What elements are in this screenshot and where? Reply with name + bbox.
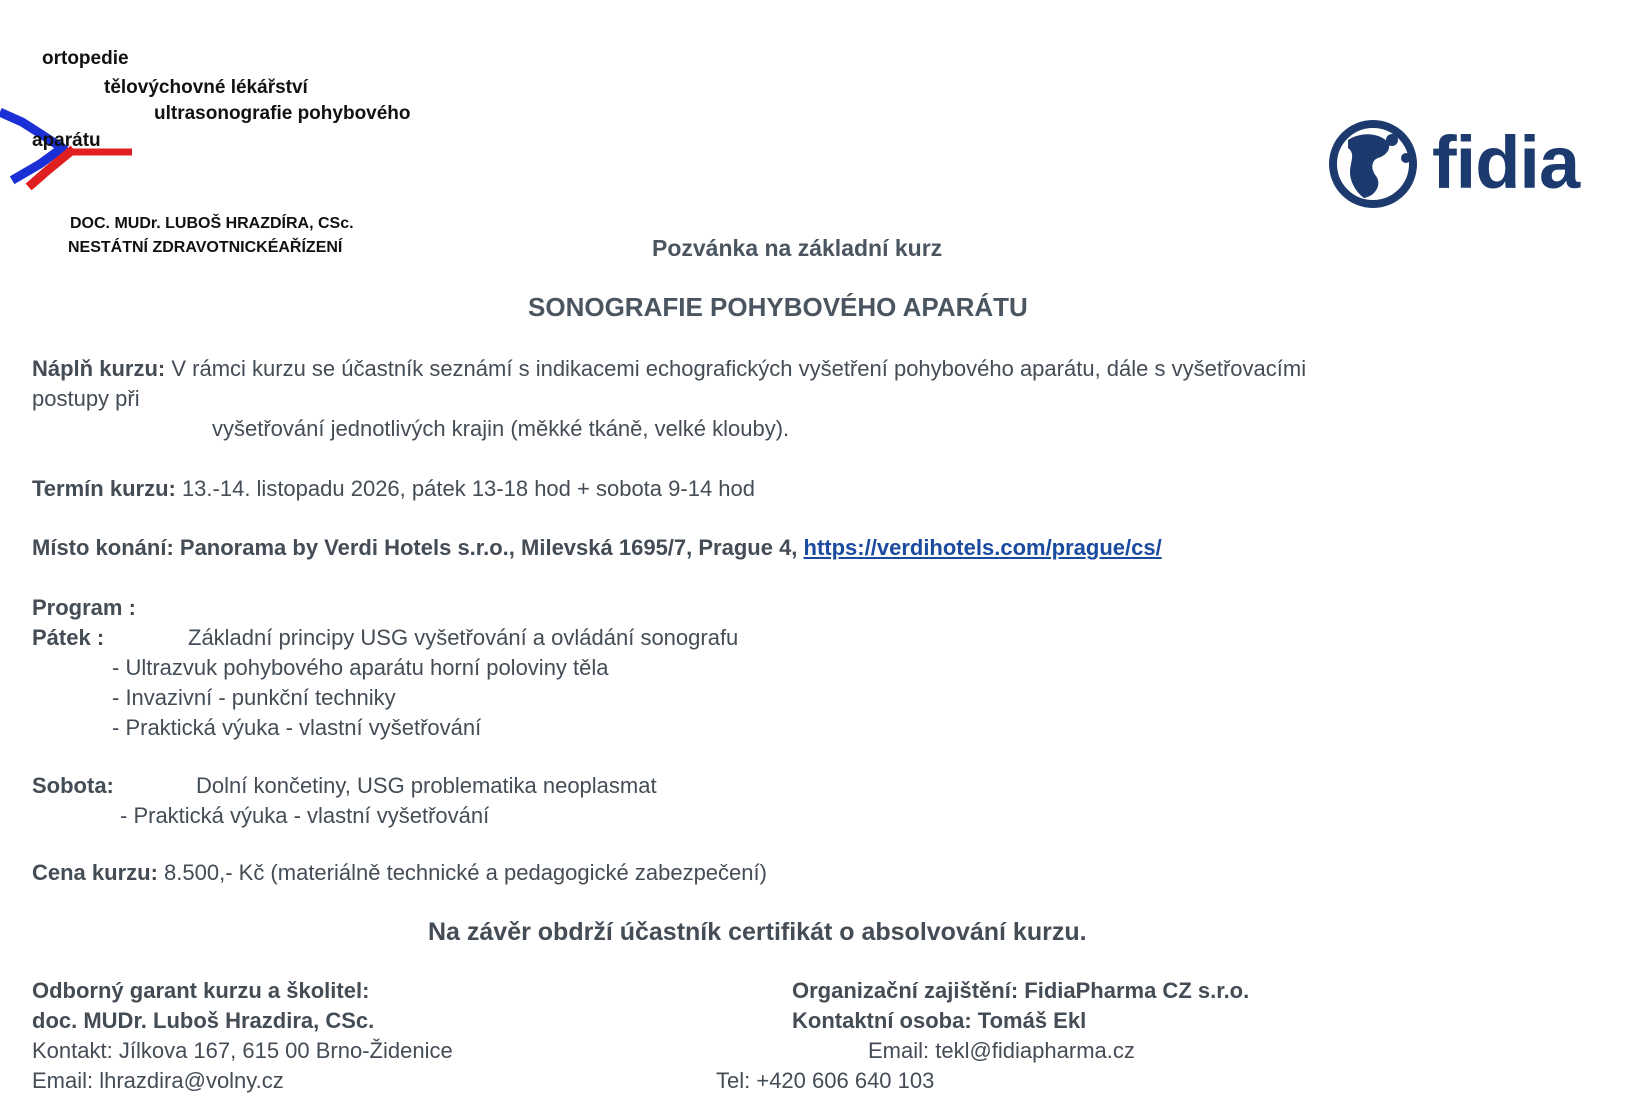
- organizer-phone: Tel: +420 606 640 103: [716, 1068, 935, 1093]
- course-content-line1: [32, 354, 1306, 384]
- certificate-note: Na závěr obdrží účastník certifikát o absolvování kurzu.: [428, 918, 1087, 946]
- course-place: [32, 533, 1162, 563]
- header-facility: NESTÁTNÍ ZDRAVOTNICKÉAŘÍZENÍ: [68, 239, 343, 256]
- hotel-link[interactable]: https://verdihotels.com/prague/cs/: [803, 535, 1162, 560]
- course-term-value: 13.-14. listopadu 2026, pátek 13-18 hod + sobota 9-14 hod: [175, 476, 755, 501]
- header-line-sports-medicine: tělovýchovné lékářství: [104, 77, 308, 98]
- header-line-ultrasonography: ultrasonografie pohybového: [154, 103, 411, 124]
- organizer-email[interactable]: Email: tekl@fidiapharma.cz: [868, 1038, 1135, 1063]
- course-content-text: V rámci kurzu se účastník seznámí s indikacemi echografických vyšetření pohybového aparátu, dále s vyšetřovacími: [165, 356, 1307, 381]
- saturday-label: Sobota:: [32, 773, 114, 798]
- header-line-ortopedie: ortopedie: [42, 48, 129, 69]
- guarantor-contact: Kontakt: Jílkova 167, 615 00 Brno-Židenice: [32, 1038, 453, 1063]
- fidia-logo-text: fidia: [1432, 121, 1580, 204]
- friday-item: - Invazivní - punkční techniky: [112, 685, 396, 710]
- guarantor-title: Odborný garant kurzu a školitel:: [32, 978, 370, 1003]
- course-place-value: Panorama by Verdi Hotels s.r.o., Milevská 1695/7, Prague 4,: [173, 535, 804, 560]
- course-place-label: Místo konání:: [32, 535, 174, 560]
- friday-label: Pátek :: [32, 625, 105, 650]
- saturday-main: Dolní končetiny, USG problematika neoplasmat: [196, 773, 657, 798]
- fidia-globe-icon: [1326, 118, 1422, 210]
- course-price-value: 8.500,- Kč (materiálně technické a pedagogické zabezpečení): [157, 860, 767, 885]
- guarantor-name: doc. MUDr. Luboš Hrazdira, CSc.: [32, 1008, 375, 1033]
- friday-item: - Praktická výuka - vlastní vyšetřování: [112, 715, 482, 740]
- course-content-line3: vyšetřování jednotlivých krajin (měkké tkáně, velké klouby).: [212, 416, 790, 441]
- course-content-line2: postupy při: [32, 386, 140, 411]
- header-line-aparatu: aparátu: [32, 130, 101, 151]
- course-content-label: Náplň kurzu:: [32, 356, 166, 381]
- saturday-item: - Praktická výuka - vlastní vyšetřování: [120, 803, 490, 828]
- header-doctor-name: DOC. MUDr. LUBOŠ HRAZDÍRA, CSc.: [70, 215, 354, 232]
- guarantor-email[interactable]: Email: lhrazdira@volny.cz: [32, 1068, 284, 1093]
- friday-main: Základní principy USG vyšetřování a ovládání sonografu: [188, 625, 739, 650]
- organizer-title: Organizační zajištění: FidiaPharma CZ s.r.o.: [792, 978, 1250, 1003]
- course-term-label: Termín kurzu:: [32, 476, 176, 501]
- course-title: SONOGRAFIE POHYBOVÉHO APARÁTU: [528, 292, 1028, 322]
- course-price-label: Cena kurzu:: [32, 860, 158, 885]
- course-price: [32, 858, 767, 888]
- course-term: [32, 474, 755, 504]
- invitation-heading: Pozvánka na základní kurz: [652, 235, 943, 261]
- organizer-contact-person: Kontaktní osoba: Tomáš Ekl: [792, 1008, 1087, 1033]
- friday-item: - Ultrazvuk pohybového aparátu horní poloviny těla: [112, 655, 609, 680]
- program-label: Program :: [32, 595, 136, 620]
